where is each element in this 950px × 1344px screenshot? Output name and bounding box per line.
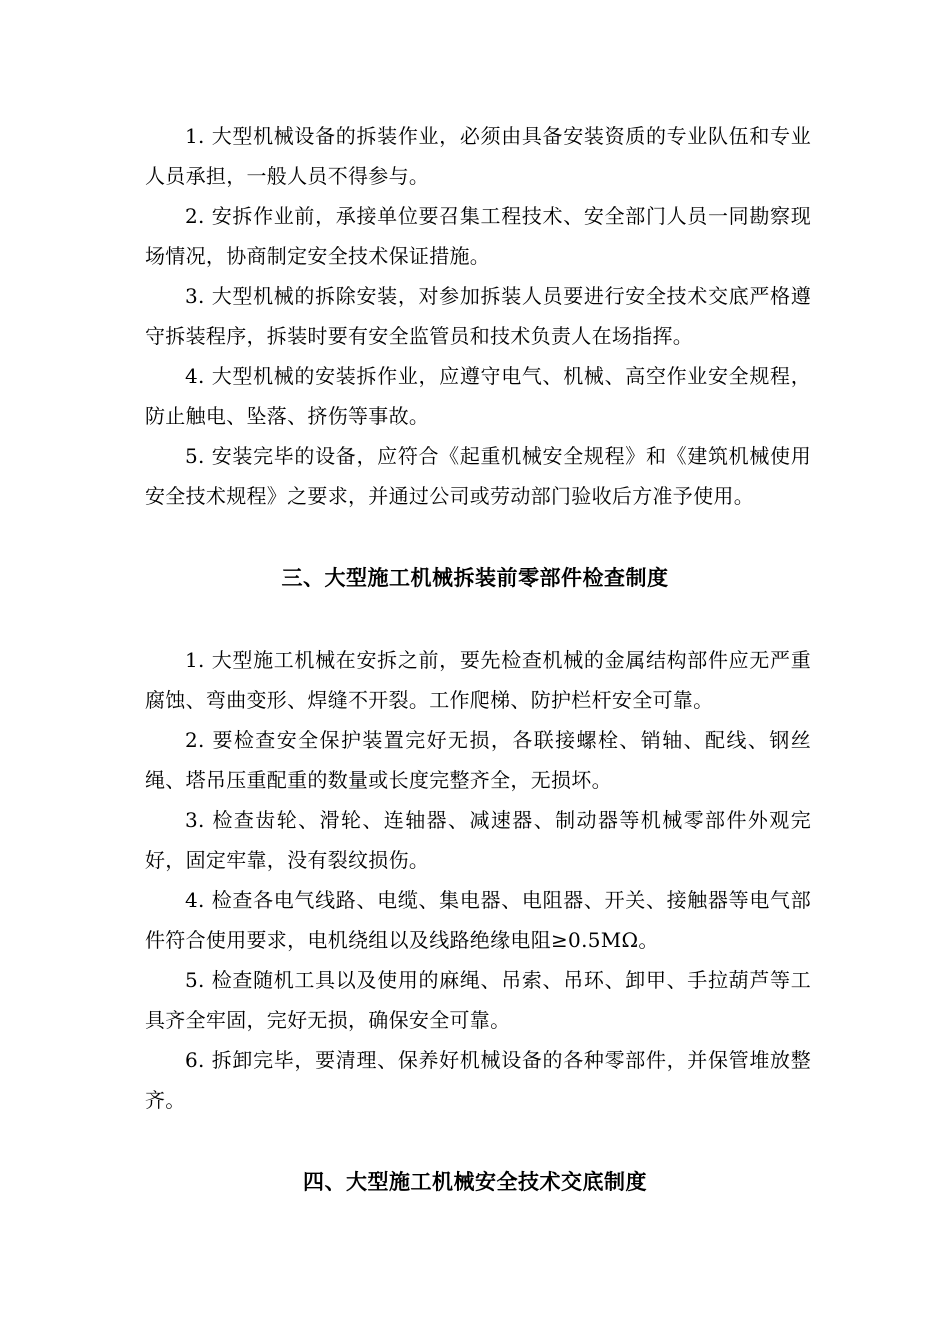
section4-heading: 四、大型施工机械安全技术交底制度	[303, 1169, 647, 1194]
section3-heading: 三、大型施工机械拆装前零部件检查制度	[281, 565, 669, 590]
section2-item-5: 5. 安装完毕的设备，应符合《起重机械安全规程》和《建筑机械使用安全技术规程》之要求，并通过公司或劳动部门验收后方准予使用。	[145, 444, 811, 508]
section3-item-3: 3. 检查齿轮、滑轮、连轴器、减速器、制动器等机械零部件外观完好，固定牢靠，没有裂纹损伤。	[145, 808, 811, 872]
section2-item-2: 2. 安拆作业前，承接单位要召集工程技术、安全部门人员一同勘察现场情况，协商制定安全技术保证措施。	[145, 204, 811, 268]
section3-item-4: 4. 检查各电气线路、电缆、集电器、电阻器、开关、接触器等电气部件符合使用要求，电机绕组以及线路绝缘电阻≥0.5MΩ。	[145, 888, 811, 952]
section3-item-1: 1. 大型施工机械在安拆之前，要先检查机械的金属结构部件应无严重腐蚀、弯曲变形、焊缝不开裂。工作爬梯、防护栏杆安全可靠。	[145, 648, 811, 712]
section2-item-3: 3. 大型机械的拆除安装，对参加拆装人员要进行安全技术交底严格遵守拆装程序，拆装时要有安全监管员和技术负责人在场指挥。	[145, 284, 811, 348]
section3-item-6: 6. 拆卸完毕，要清理、保养好机械设备的各种零部件，并保管堆放整齐。	[145, 1048, 811, 1112]
section2-item-1: 1. 大型机械设备的拆装作业，必须由具备安装资质的专业队伍和专业人员承担，一般人员不得参与。	[145, 124, 811, 188]
section3-item-2: 2. 要检查安全保护装置完好无损，各联接螺栓、销轴、配线、钢丝绳、塔吊压重配重的数量或长度完整齐全，无损坏。	[145, 728, 811, 792]
section3-item-5: 5. 检查随机工具以及使用的麻绳、吊索、吊环、卸甲、手拉葫芦等工具齐全牢固，完好无损，确保安全可靠。	[145, 968, 811, 1032]
section2-item-4: 4. 大型机械的安装拆作业，应遵守电气、机械、高空作业安全规程，防止触电、坠落、挤伤等事故。	[145, 364, 811, 428]
